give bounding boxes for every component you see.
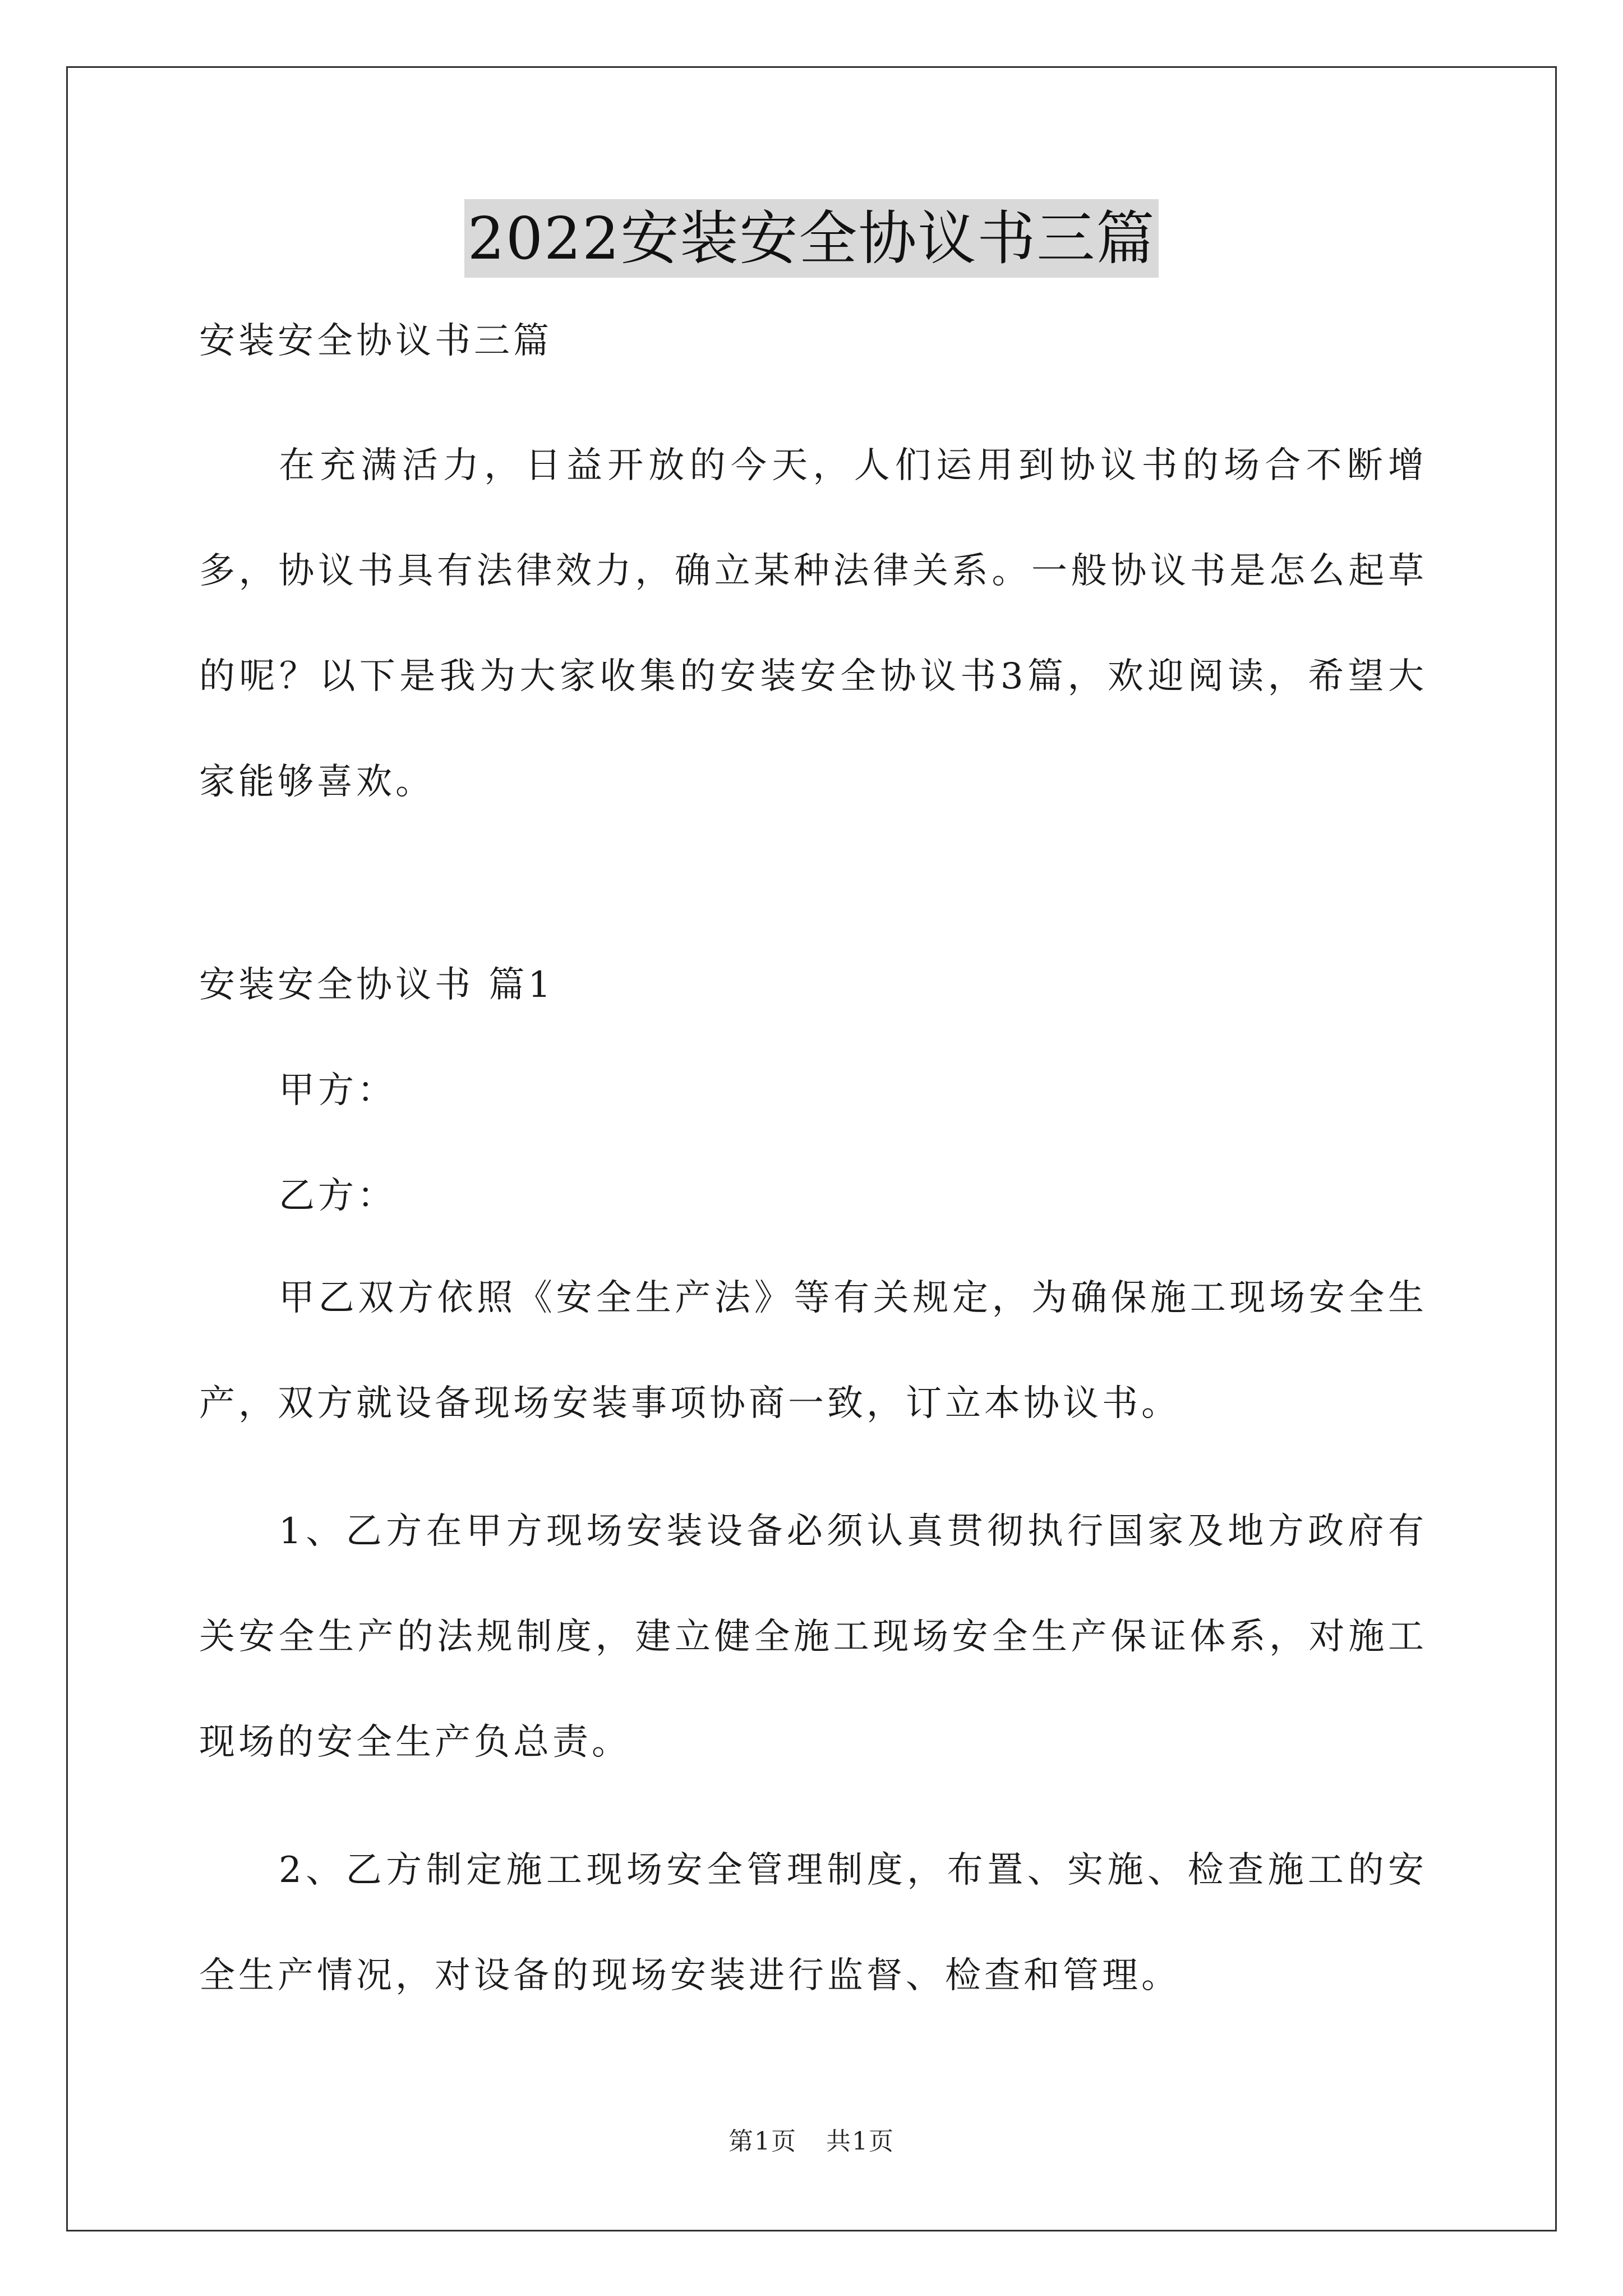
body-paragraph: 2、乙方制定施工现场安全管理制度，布置、实施、检查施工的安全生产情况，对设备的现场安装进行监督、检查和管理。 [199,1849,1427,1996]
document-title: 2022安装安全协议书三篇 [464,199,1159,278]
party-b-label: 乙方： [279,1175,396,1217]
title-container [0,199,1623,278]
section-heading: 安装安全协议书 篇1 [199,964,555,1006]
page-footer [0,2126,1623,2157]
page-number-total: 共1页 [826,2127,895,2156]
page-number-current: 第1页 [728,2127,797,2156]
body-paragraph: 1、乙方在甲方现场安装设备必须认真贯彻执行国家及地方政府有关安全生产的法规制度，建立健全施工现场安全生产保证体系，对施工现场的安全生产负总责。 [199,1511,1427,1763]
party-a-label: 甲方： [279,1070,396,1111]
document-subtitle: 安装安全协议书三篇 [199,320,552,362]
body-paragraph: 甲乙双方依照《安全生产法》等有关规定，为确保施工现场安全生产，双方就设备现场安装事项协商一致，订立本协议书。 [199,1277,1427,1424]
document-body [199,314,1427,2028]
intro-paragraph: 在充满活力，日益开放的今天，人们运用到协议书的场合不断增多，协议书具有法律效力，确立某种法律关系。一般协议书是怎么起草的呢？以下是我为大家收集的安装安全协议书3篇，欢迎阅读，希望大家能够喜欢。 [199,445,1427,803]
